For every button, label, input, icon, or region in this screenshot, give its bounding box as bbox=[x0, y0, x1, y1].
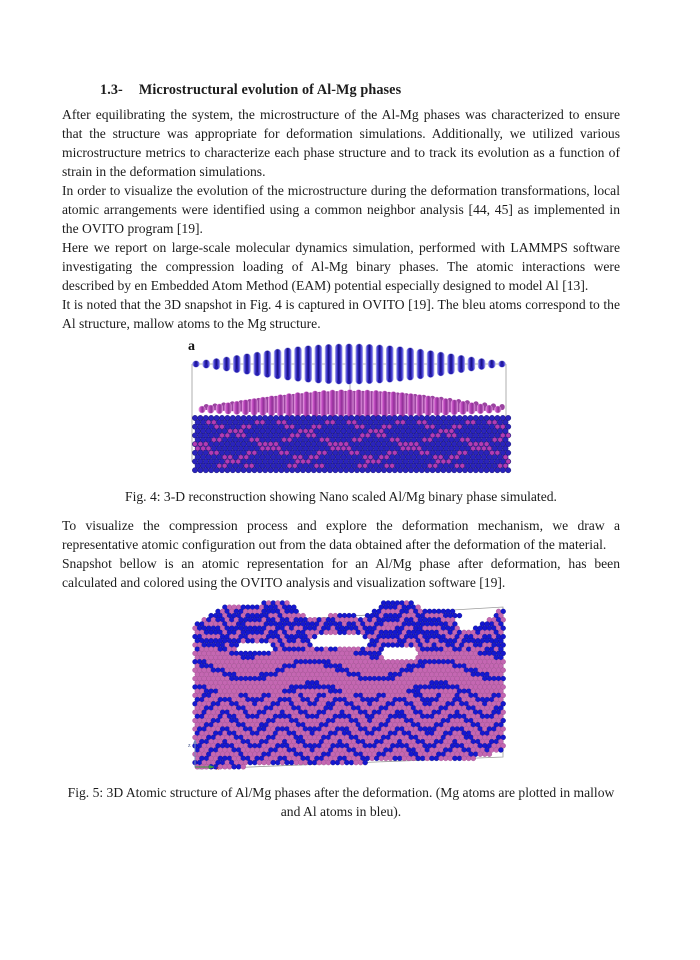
section-number: 1.3- bbox=[100, 82, 123, 98]
paragraph-visualization-method: In order to visualize the evolution of the microstructure during the deformation transformations, local atomic arrangements were identified using a common neighbor analysis [44, 45] as implemented in the OVITO program [19]. bbox=[62, 183, 620, 236]
paragraph-snapshot-note: It is noted that the 3D snapshot in Fig. 4 is captured in OVITO [19]. The bleu atoms correspond to the Al structure, mallow atoms to the Mg structure. bbox=[62, 297, 620, 331]
figure-5-image bbox=[62, 595, 620, 776]
svg-text:z: z bbox=[188, 743, 191, 749]
figure-4-image bbox=[62, 338, 620, 479]
paragraph-lammps-simulation: Here we report on large-scale molecular dynamics simulation, performed with LAMMPS software investigating the compression loading of Al-Mg binary phases. The atomic interactions were described by en Embedded Atom Method (EAM) potential especially designed to model Al [13]. bbox=[62, 240, 620, 293]
figure-5-atomic-render bbox=[185, 595, 515, 776]
section-heading bbox=[100, 82, 620, 99]
svg-text:x: x bbox=[216, 766, 219, 772]
figure-4-panel-label: a bbox=[188, 339, 195, 354]
page-content bbox=[62, 82, 620, 821]
paragraph-compression-process: To visualize the compression process and explore the deformation mechanism, we draw a representative atomic configuration out from the data obtained after the deformation of the material. bbox=[62, 518, 620, 552]
figure-5-caption: Fig. 5: 3D Atomic structure of Al/Mg phases after the deformation. (Mg atoms are plotted in mallow and Al atoms in bleu). bbox=[67, 785, 615, 819]
section-title: Microstructural evolution of Al-Mg phases bbox=[138, 82, 402, 98]
figure-4-atomic-render bbox=[169, 338, 529, 479]
paragraph-snapshot-below: Snapshot bellow is an atomic representation for an Al/Mg phase after deformation, has been calculated and colored using the OVITO analysis and visualization software [19]. bbox=[62, 556, 620, 590]
paragraph-equilibration: After equilibrating the system, the microstructure of the Al-Mg phases was characterized to ensure that the structure was appropriate for deformation simulations. Additionally, we utilized various microstructure metrics to characterize each phase structure and to track its evolution as a function of strain in the deformation simulations. bbox=[62, 107, 620, 179]
figure-4-caption: Fig. 4: 3-D reconstruction showing Nano scaled Al/Mg binary phase simulated. bbox=[125, 489, 557, 504]
